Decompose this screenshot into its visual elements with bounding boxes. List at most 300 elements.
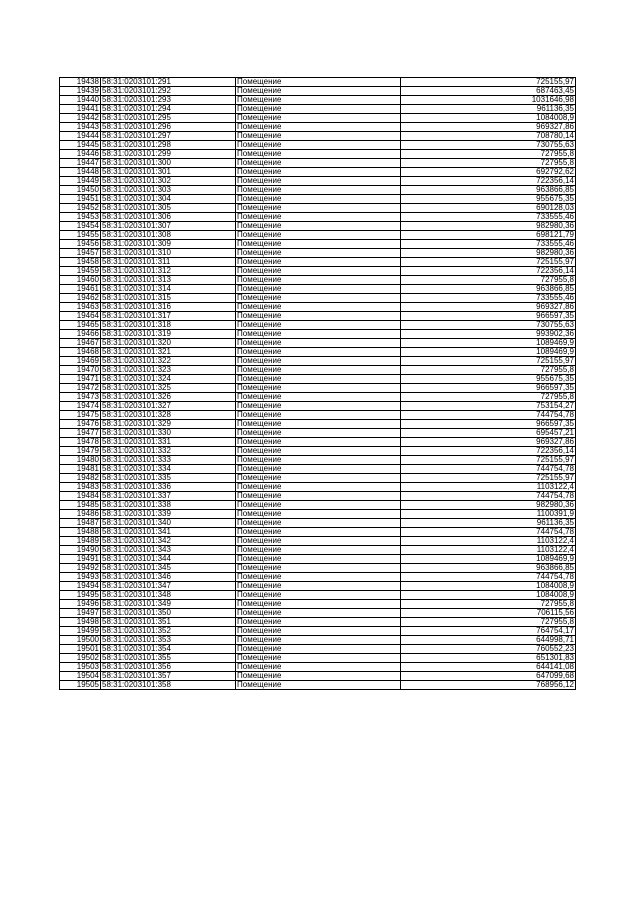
cadastral-number-cell: 58:31:0203101:310 [101, 249, 236, 258]
cadastral-value-cell: 969327,86 [401, 438, 576, 447]
cadastral-value-cell: 966597,35 [401, 312, 576, 321]
table-row [60, 681, 576, 690]
object-type-cell: Помещение [236, 267, 401, 276]
cadastral-number-cell: 58:31:0203101:351 [101, 618, 236, 627]
row-number-cell: 19470 [60, 366, 101, 375]
cadastral-value-cell: 966597,35 [401, 384, 576, 393]
object-type-cell: Помещение [236, 546, 401, 555]
cadastral-value-cell: 727955,8 [401, 393, 576, 402]
cadastral-number-cell: 58:31:0203101:300 [101, 159, 236, 168]
table-row [60, 564, 576, 573]
object-type-cell: Помещение [236, 573, 401, 582]
table-row [60, 636, 576, 645]
cadastral-value-cell: 644141,08 [401, 663, 576, 672]
object-type-cell: Помещение [236, 330, 401, 339]
cadastral-value-cell: 687463,45 [401, 87, 576, 96]
cadastral-value-cell: 969327,86 [401, 123, 576, 132]
cadastral-number-cell: 58:31:0203101:349 [101, 600, 236, 609]
cadastral-number-cell: 58:31:0203101:358 [101, 681, 236, 690]
object-type-cell: Помещение [236, 636, 401, 645]
object-type-cell: Помещение [236, 222, 401, 231]
table-row [60, 321, 576, 330]
object-type-cell: Помещение [236, 105, 401, 114]
object-type-cell: Помещение [236, 591, 401, 600]
cadastral-number-cell: 58:31:0203101:354 [101, 645, 236, 654]
cadastral-value-table [59, 77, 576, 690]
row-number-cell: 19451 [60, 195, 101, 204]
row-number-cell: 19472 [60, 384, 101, 393]
row-number-cell: 19455 [60, 231, 101, 240]
row-number-cell: 19481 [60, 465, 101, 474]
cadastral-value-cell: 727955,8 [401, 276, 576, 285]
row-number-cell: 19438 [60, 78, 101, 87]
table-row [60, 303, 576, 312]
object-type-cell: Помещение [236, 645, 401, 654]
cadastral-number-cell: 58:31:0203101:304 [101, 195, 236, 204]
object-type-cell: Помещение [236, 375, 401, 384]
cadastral-value-cell: 727955,8 [401, 150, 576, 159]
table-row [60, 105, 576, 114]
cadastral-number-cell: 58:31:0203101:344 [101, 555, 236, 564]
cadastral-number-cell: 58:31:0203101:309 [101, 240, 236, 249]
object-type-cell: Помещение [236, 96, 401, 105]
object-type-cell: Помещение [236, 357, 401, 366]
table-row [60, 96, 576, 105]
table-row [60, 258, 576, 267]
object-type-cell: Помещение [236, 618, 401, 627]
row-number-cell: 19482 [60, 474, 101, 483]
table-row [60, 465, 576, 474]
cadastral-number-cell: 58:31:0203101:313 [101, 276, 236, 285]
cadastral-value-cell: 963866,85 [401, 285, 576, 294]
row-number-cell: 19501 [60, 645, 101, 654]
object-type-cell: Помещение [236, 438, 401, 447]
row-number-cell: 19495 [60, 591, 101, 600]
cadastral-value-cell: 692792,62 [401, 168, 576, 177]
row-number-cell: 19460 [60, 276, 101, 285]
table-row [60, 222, 576, 231]
table-row [60, 456, 576, 465]
table-row [60, 375, 576, 384]
cadastral-value-cell: 733555,46 [401, 213, 576, 222]
cadastral-value-cell: 1089469,9 [401, 348, 576, 357]
row-number-cell: 19450 [60, 186, 101, 195]
table-row [60, 528, 576, 537]
table-row [60, 573, 576, 582]
cadastral-value-cell: 725155,97 [401, 456, 576, 465]
object-type-cell: Помещение [236, 420, 401, 429]
row-number-cell: 19456 [60, 240, 101, 249]
object-type-cell: Помещение [236, 240, 401, 249]
table-row [60, 663, 576, 672]
table-row [60, 240, 576, 249]
row-number-cell: 19461 [60, 285, 101, 294]
row-number-cell: 19490 [60, 546, 101, 555]
cadastral-number-cell: 58:31:0203101:333 [101, 456, 236, 465]
object-type-cell: Помещение [236, 492, 401, 501]
cadastral-number-cell: 58:31:0203101:312 [101, 267, 236, 276]
cadastral-value-cell: 768956,12 [401, 681, 576, 690]
cadastral-value-cell: 722356,14 [401, 177, 576, 186]
row-number-cell: 19453 [60, 213, 101, 222]
object-type-cell: Помещение [236, 456, 401, 465]
table-row [60, 267, 576, 276]
cadastral-number-cell: 58:31:0203101:292 [101, 87, 236, 96]
table-row [60, 645, 576, 654]
row-number-cell: 19502 [60, 654, 101, 663]
table-row [60, 438, 576, 447]
row-number-cell: 19471 [60, 375, 101, 384]
object-type-cell: Помещение [236, 366, 401, 375]
row-number-cell: 19463 [60, 303, 101, 312]
row-number-cell: 19496 [60, 600, 101, 609]
object-type-cell: Помещение [236, 609, 401, 618]
object-type-cell: Помещение [236, 132, 401, 141]
cadastral-number-cell: 58:31:0203101:318 [101, 321, 236, 330]
row-number-cell: 19493 [60, 573, 101, 582]
cadastral-value-cell: 733555,46 [401, 294, 576, 303]
row-number-cell: 19487 [60, 519, 101, 528]
cadastral-value-cell: 1089469,9 [401, 339, 576, 348]
cadastral-value-cell: 744754,78 [401, 411, 576, 420]
cadastral-number-cell: 58:31:0203101:332 [101, 447, 236, 456]
cadastral-value-cell: 706115,56 [401, 609, 576, 618]
object-type-cell: Помещение [236, 114, 401, 123]
object-type-cell: Помещение [236, 474, 401, 483]
row-number-cell: 19485 [60, 501, 101, 510]
cadastral-value-cell: 651301,83 [401, 654, 576, 663]
table-row [60, 177, 576, 186]
object-type-cell: Помещение [236, 384, 401, 393]
cadastral-value-cell: 695457,21 [401, 429, 576, 438]
cadastral-value-cell: 744754,78 [401, 573, 576, 582]
cadastral-number-cell: 58:31:0203101:302 [101, 177, 236, 186]
table-row [60, 276, 576, 285]
row-number-cell: 19476 [60, 420, 101, 429]
cadastral-number-cell: 58:31:0203101:340 [101, 519, 236, 528]
row-number-cell: 19477 [60, 429, 101, 438]
table-row [60, 132, 576, 141]
object-type-cell: Помещение [236, 654, 401, 663]
cadastral-number-cell: 58:31:0203101:335 [101, 474, 236, 483]
object-type-cell: Помещение [236, 627, 401, 636]
cadastral-number-cell: 58:31:0203101:346 [101, 573, 236, 582]
object-type-cell: Помещение [236, 483, 401, 492]
row-number-cell: 19452 [60, 204, 101, 213]
cadastral-value-cell: 733555,46 [401, 240, 576, 249]
cadastral-number-cell: 58:31:0203101:316 [101, 303, 236, 312]
row-number-cell: 19498 [60, 618, 101, 627]
cadastral-number-cell: 58:31:0203101:296 [101, 123, 236, 132]
table-row [60, 285, 576, 294]
cadastral-number-cell: 58:31:0203101:357 [101, 672, 236, 681]
object-type-cell: Помещение [236, 564, 401, 573]
cadastral-value-cell: 722356,14 [401, 447, 576, 456]
table-row [60, 654, 576, 663]
cadastral-value-cell: 644998,71 [401, 636, 576, 645]
cadastral-value-cell: 727955,8 [401, 618, 576, 627]
row-number-cell: 19478 [60, 438, 101, 447]
cadastral-value-cell: 955675,35 [401, 375, 576, 384]
cadastral-number-cell: 58:31:0203101:338 [101, 501, 236, 510]
object-type-cell: Помещение [236, 276, 401, 285]
table-row [60, 384, 576, 393]
cadastral-number-cell: 58:31:0203101:317 [101, 312, 236, 321]
cadastral-value-cell: 1031646,98 [401, 96, 576, 105]
table-row [60, 411, 576, 420]
row-number-cell: 19440 [60, 96, 101, 105]
row-number-cell: 19494 [60, 582, 101, 591]
cadastral-value-cell: 727955,8 [401, 366, 576, 375]
row-number-cell: 19458 [60, 258, 101, 267]
table-row [60, 402, 576, 411]
table-row [60, 546, 576, 555]
object-type-cell: Помещение [236, 321, 401, 330]
table-row [60, 582, 576, 591]
table-row [60, 123, 576, 132]
table-row [60, 609, 576, 618]
row-number-cell: 19486 [60, 510, 101, 519]
cadastral-number-cell: 58:31:0203101:297 [101, 132, 236, 141]
object-type-cell: Помещение [236, 600, 401, 609]
cadastral-value-cell: 993902,36 [401, 330, 576, 339]
cadastral-number-cell: 58:31:0203101:329 [101, 420, 236, 429]
table-row [60, 348, 576, 357]
table-row [60, 537, 576, 546]
table-row [60, 672, 576, 681]
cadastral-number-cell: 58:31:0203101:342 [101, 537, 236, 546]
table-row [60, 483, 576, 492]
object-type-cell: Помещение [236, 150, 401, 159]
row-number-cell: 19449 [60, 177, 101, 186]
cadastral-value-cell: 1103122,4 [401, 546, 576, 555]
object-type-cell: Помещение [236, 231, 401, 240]
cadastral-number-cell: 58:31:0203101:339 [101, 510, 236, 519]
table-row [60, 591, 576, 600]
cadastral-number-cell: 58:31:0203101:350 [101, 609, 236, 618]
object-type-cell: Помещение [236, 429, 401, 438]
table-row [60, 213, 576, 222]
table-row [60, 294, 576, 303]
cadastral-number-cell: 58:31:0203101:348 [101, 591, 236, 600]
cadastral-value-cell: 698121,79 [401, 231, 576, 240]
object-type-cell: Помещение [236, 186, 401, 195]
row-number-cell: 19480 [60, 456, 101, 465]
cadastral-number-cell: 58:31:0203101:303 [101, 186, 236, 195]
row-number-cell: 19443 [60, 123, 101, 132]
cadastral-number-cell: 58:31:0203101:324 [101, 375, 236, 384]
table-row [60, 555, 576, 564]
cadastral-number-cell: 58:31:0203101:308 [101, 231, 236, 240]
cadastral-number-cell: 58:31:0203101:323 [101, 366, 236, 375]
row-number-cell: 19457 [60, 249, 101, 258]
table-row [60, 393, 576, 402]
cadastral-value-cell: 982980,36 [401, 222, 576, 231]
cadastral-value-cell: 966597,35 [401, 420, 576, 429]
cadastral-value-cell: 725155,97 [401, 78, 576, 87]
row-number-cell: 19454 [60, 222, 101, 231]
row-number-cell: 19448 [60, 168, 101, 177]
cadastral-value-cell: 725155,97 [401, 357, 576, 366]
cadastral-value-cell: 764754,17 [401, 627, 576, 636]
cadastral-value-cell: 730755,63 [401, 141, 576, 150]
object-type-cell: Помещение [236, 519, 401, 528]
object-type-cell: Помещение [236, 537, 401, 546]
cadastral-number-cell: 58:31:0203101:343 [101, 546, 236, 555]
cadastral-number-cell: 58:31:0203101:328 [101, 411, 236, 420]
cadastral-value-cell: 969327,86 [401, 303, 576, 312]
row-number-cell: 19462 [60, 294, 101, 303]
cadastral-number-cell: 58:31:0203101:291 [101, 78, 236, 87]
table-row [60, 618, 576, 627]
object-type-cell: Помещение [236, 582, 401, 591]
object-type-cell: Помещение [236, 681, 401, 690]
cadastral-number-cell: 58:31:0203101:355 [101, 654, 236, 663]
cadastral-value-cell: 1084008,9 [401, 582, 576, 591]
cadastral-number-cell: 58:31:0203101:315 [101, 294, 236, 303]
table-row [60, 204, 576, 213]
table-row [60, 366, 576, 375]
cadastral-number-cell: 58:31:0203101:326 [101, 393, 236, 402]
cadastral-number-cell: 58:31:0203101:336 [101, 483, 236, 492]
object-type-cell: Помещение [236, 213, 401, 222]
object-type-cell: Помещение [236, 393, 401, 402]
row-number-cell: 19488 [60, 528, 101, 537]
table-row [60, 420, 576, 429]
table-row [60, 114, 576, 123]
row-number-cell: 19473 [60, 393, 101, 402]
object-type-cell: Помещение [236, 258, 401, 267]
cadastral-value-cell: 730755,63 [401, 321, 576, 330]
cadastral-number-cell: 58:31:0203101:330 [101, 429, 236, 438]
object-type-cell: Помещение [236, 87, 401, 96]
cadastral-value-cell: 982980,36 [401, 501, 576, 510]
cadastral-value-cell: 961136,35 [401, 105, 576, 114]
row-number-cell: 19468 [60, 348, 101, 357]
cadastral-value-cell: 708780,14 [401, 132, 576, 141]
table-row [60, 474, 576, 483]
cadastral-value-cell: 744754,78 [401, 492, 576, 501]
table-row [60, 168, 576, 177]
cadastral-value-cell: 961136,35 [401, 519, 576, 528]
cadastral-value-cell: 1103122,4 [401, 483, 576, 492]
cadastral-number-cell: 58:31:0203101:294 [101, 105, 236, 114]
row-number-cell: 19503 [60, 663, 101, 672]
cadastral-number-cell: 58:31:0203101:337 [101, 492, 236, 501]
object-type-cell: Помещение [236, 501, 401, 510]
table-row [60, 78, 576, 87]
cadastral-number-cell: 58:31:0203101:341 [101, 528, 236, 537]
row-number-cell: 19466 [60, 330, 101, 339]
cadastral-number-cell: 58:31:0203101:306 [101, 213, 236, 222]
table-row [60, 510, 576, 519]
object-type-cell: Помещение [236, 402, 401, 411]
table-row [60, 627, 576, 636]
table-row [60, 249, 576, 258]
object-type-cell: Помещение [236, 447, 401, 456]
row-number-cell: 19446 [60, 150, 101, 159]
cadastral-value-cell: 963866,85 [401, 186, 576, 195]
cadastral-value-cell: 982980,36 [401, 249, 576, 258]
cadastral-number-cell: 58:31:0203101:295 [101, 114, 236, 123]
row-number-cell: 19459 [60, 267, 101, 276]
cadastral-value-cell: 760552,23 [401, 645, 576, 654]
row-number-cell: 19445 [60, 141, 101, 150]
table-row [60, 312, 576, 321]
object-type-cell: Помещение [236, 411, 401, 420]
cadastral-value-cell: 963866,85 [401, 564, 576, 573]
cadastral-value-cell: 727955,8 [401, 159, 576, 168]
cadastral-number-cell: 58:31:0203101:321 [101, 348, 236, 357]
table-row [60, 330, 576, 339]
object-type-cell: Помещение [236, 528, 401, 537]
row-number-cell: 19491 [60, 555, 101, 564]
object-type-cell: Помещение [236, 78, 401, 87]
table-row [60, 600, 576, 609]
object-type-cell: Помещение [236, 348, 401, 357]
cadastral-number-cell: 58:31:0203101:305 [101, 204, 236, 213]
row-number-cell: 19447 [60, 159, 101, 168]
cadastral-number-cell: 58:31:0203101:347 [101, 582, 236, 591]
table-body [60, 78, 576, 690]
row-number-cell: 19492 [60, 564, 101, 573]
table-row [60, 519, 576, 528]
cadastral-number-cell: 58:31:0203101:345 [101, 564, 236, 573]
object-type-cell: Помещение [236, 141, 401, 150]
object-type-cell: Помещение [236, 123, 401, 132]
row-number-cell: 19442 [60, 114, 101, 123]
object-type-cell: Помещение [236, 159, 401, 168]
table-row [60, 87, 576, 96]
cadastral-number-cell: 58:31:0203101:311 [101, 258, 236, 267]
object-type-cell: Помещение [236, 672, 401, 681]
row-number-cell: 19469 [60, 357, 101, 366]
table-row [60, 492, 576, 501]
object-type-cell: Помещение [236, 339, 401, 348]
object-type-cell: Помещение [236, 465, 401, 474]
cadastral-value-cell: 690128,03 [401, 204, 576, 213]
cadastral-number-cell: 58:31:0203101:299 [101, 150, 236, 159]
row-number-cell: 19500 [60, 636, 101, 645]
object-type-cell: Помещение [236, 555, 401, 564]
cadastral-number-cell: 58:31:0203101:334 [101, 465, 236, 474]
object-type-cell: Помещение [236, 510, 401, 519]
object-type-cell: Помещение [236, 168, 401, 177]
row-number-cell: 19464 [60, 312, 101, 321]
cadastral-number-cell: 58:31:0203101:353 [101, 636, 236, 645]
row-number-cell: 19497 [60, 609, 101, 618]
table-row [60, 501, 576, 510]
row-number-cell: 19475 [60, 411, 101, 420]
cadastral-number-cell: 58:31:0203101:327 [101, 402, 236, 411]
cadastral-number-cell: 58:31:0203101:301 [101, 168, 236, 177]
cadastral-number-cell: 58:31:0203101:298 [101, 141, 236, 150]
table-row [60, 186, 576, 195]
object-type-cell: Помещение [236, 303, 401, 312]
row-number-cell: 19499 [60, 627, 101, 636]
row-number-cell: 19441 [60, 105, 101, 114]
row-number-cell: 19505 [60, 681, 101, 690]
cadastral-value-cell: 744754,78 [401, 528, 576, 537]
cadastral-number-cell: 58:31:0203101:314 [101, 285, 236, 294]
object-type-cell: Помещение [236, 294, 401, 303]
cadastral-value-cell: 1103122,4 [401, 537, 576, 546]
table-row [60, 339, 576, 348]
row-number-cell: 19483 [60, 483, 101, 492]
row-number-cell: 19479 [60, 447, 101, 456]
cadastral-value-cell: 725155,97 [401, 474, 576, 483]
table-row [60, 150, 576, 159]
